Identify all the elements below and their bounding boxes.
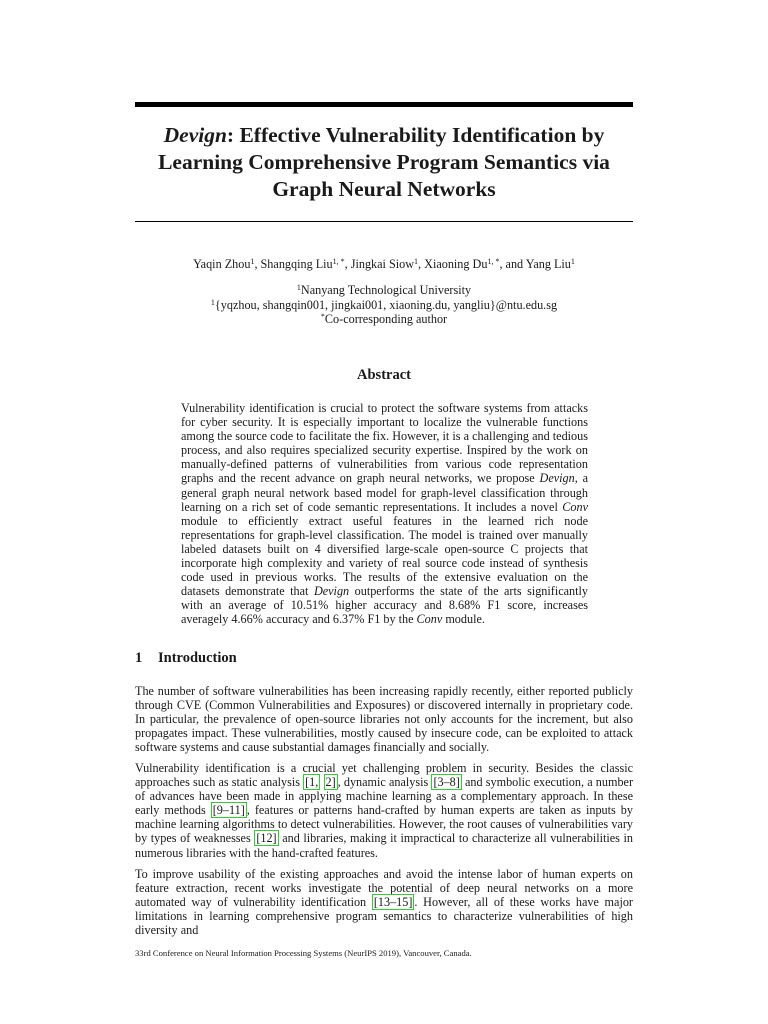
abstract-segment: outperforms the state of the arts significantly with an average of 10.51% higher accuracy and 8.68% F1 score, increases averagely 4.66% accuracy and 6.37% F1 by the <box>181 584 589 627</box>
intro-paragraph <box>135 761 633 860</box>
paper-title <box>135 122 633 203</box>
author-affiliation-sup: 1 <box>570 257 575 266</box>
title-rest: : Effective Vulnerability Identification by Learning Comprehensive Program Semantics via Graph Neural Networks <box>158 123 610 201</box>
citation-link[interactable]: [9–11] <box>212 803 245 818</box>
paragraph-segment: Vulnerability identification is a crucial yet challenging problem in security. Besides the classic approaches such as static analysis <box>135 761 633 790</box>
intro-paragraph <box>135 684 633 754</box>
section-title: Introduction <box>158 650 237 666</box>
abstract-heading: Abstract <box>357 367 411 383</box>
author-emails: {yqzhou, shangqin001, jingkai001, xiaoning.du, yangliu}@ntu.edu.sg <box>214 297 558 312</box>
abstract-segment: module to efficiently extract useful features in the learned rich node representations for graph-level classification. The model is trained over manually labeled datasets built on 4 diversified large-scale open-source C projects that incorporate high complexity and variety of real source code instead of synthesis code used in previous works. The results of the extensive evaluation on the datasets demonstrate that <box>181 513 588 599</box>
emails-sup: 1 <box>210 297 215 307</box>
section-heading <box>135 650 237 667</box>
affiliation-block <box>135 283 633 327</box>
citation-link[interactable]: 2] <box>325 775 336 790</box>
author-separator: , <box>344 257 351 271</box>
title-top-rule <box>135 102 633 107</box>
abstract-emphasis: Devign <box>539 471 575 486</box>
paragraph-segment: , features or patterns hand-crafted by human experts are taken as inputs by machine learning algorithms to detect vulnerabilities. However, the root causes of vulnerabilities vary by types of weaknesses <box>135 803 633 846</box>
citation-link[interactable]: [12] <box>256 831 277 846</box>
section-number: 1 <box>135 650 143 666</box>
abstract-segment: Vulnerability identification is crucial to protect the software systems from attacks for cyber security. It is especially important to localize the vulnerable functions among the source code to facilitate the fix. However, it is a challenging and tedious process, and also requires specialized security expertise. Inspired by the work on manually-defined patterns of vulnerabilities from various code representation graphs and the recent advance on graph neural networks, we propose <box>181 401 588 486</box>
author-name: Yang Liu <box>525 257 571 271</box>
author-name: Xiaoning Du <box>424 257 488 271</box>
author-affiliation-sup: 1 <box>250 257 255 266</box>
abstract-emphasis: Conv <box>416 612 443 627</box>
abstract-text <box>181 401 588 627</box>
conference-footer: 33rd Conference on Neural Information Processing Systems (NeurIPS 2019), Vancouver, Canada. <box>135 948 472 958</box>
author-separator: , <box>418 257 425 271</box>
author-affiliation-sup: 1 <box>414 257 419 266</box>
paragraph-segment: To improve usability of the existing approaches and avoid the intense labor of human experts on feature extraction, recent works investigate the potential of deep neural networks on a more automated way of vulnerability identification <box>135 867 633 910</box>
author-name: Shangqing Liu <box>260 257 333 271</box>
institution-line <box>135 283 633 298</box>
title-bottom-rule <box>135 221 633 222</box>
abstract-emphasis: Devign <box>313 584 350 599</box>
citation-link[interactable]: [3–8] <box>433 775 460 790</box>
paragraph-segment: . However, all of these works have major limitations in learning comprehensive program semantics to characterize vulnerabilities of high diversity and <box>135 895 633 938</box>
institution: Nanyang Technological University <box>300 283 472 297</box>
paragraph-segment: , dynamic analysis <box>337 775 432 790</box>
emails-line <box>135 298 633 313</box>
author-name: Yaqin Zhou <box>193 257 251 271</box>
citation-link[interactable]: [13–15] <box>373 895 413 910</box>
author-separator: , and <box>499 257 526 271</box>
author-affiliation-sup: 1, * <box>332 257 345 266</box>
author-name: Jingkai Siow <box>350 257 415 271</box>
abstract-segment: module. <box>442 612 485 627</box>
corresponding-note: Co-corresponding author <box>324 312 448 326</box>
intro-paragraph <box>135 867 633 937</box>
author-list <box>135 257 633 272</box>
corresponding-line <box>135 312 633 327</box>
corresponding-sup: * <box>320 312 325 321</box>
paragraph-segment: and symbolic execution, a number of advances have been made in applying machine learning as a complementary approach. In these early methods <box>135 775 634 818</box>
citation-link[interactable]: [1, <box>305 775 319 790</box>
abstract-segment: , a general graph neural network based model for graph-level classification through learning on a rich set of code semantic representations. It includes a novel <box>181 471 588 514</box>
institution-sup: 1 <box>296 283 301 292</box>
abstract-emphasis: Conv <box>562 499 588 514</box>
paragraph-segment: The number of software vulnerabilities has been increasing rapidly recently, either reported publicly through CVE (Common Vulnerabilities and Exposures) or discovered internally in proprietary code. In particular, the prevalence of open-source libraries not only accounts for the increment, but also propagates impact. These vulnerabilities, mostly caused by insecure code, can be exploited to attack software systems and cause substantial damages financially and socially. <box>135 684 633 755</box>
author-separator: , <box>254 257 261 271</box>
author-affiliation-sup: 1, * <box>487 257 500 266</box>
title-italic-word: Devign <box>163 123 227 147</box>
paragraph-segment: and libraries, making it impractical to characterize all vulnerabilities in numerous libraries with the hand-crafted features. <box>135 831 634 860</box>
